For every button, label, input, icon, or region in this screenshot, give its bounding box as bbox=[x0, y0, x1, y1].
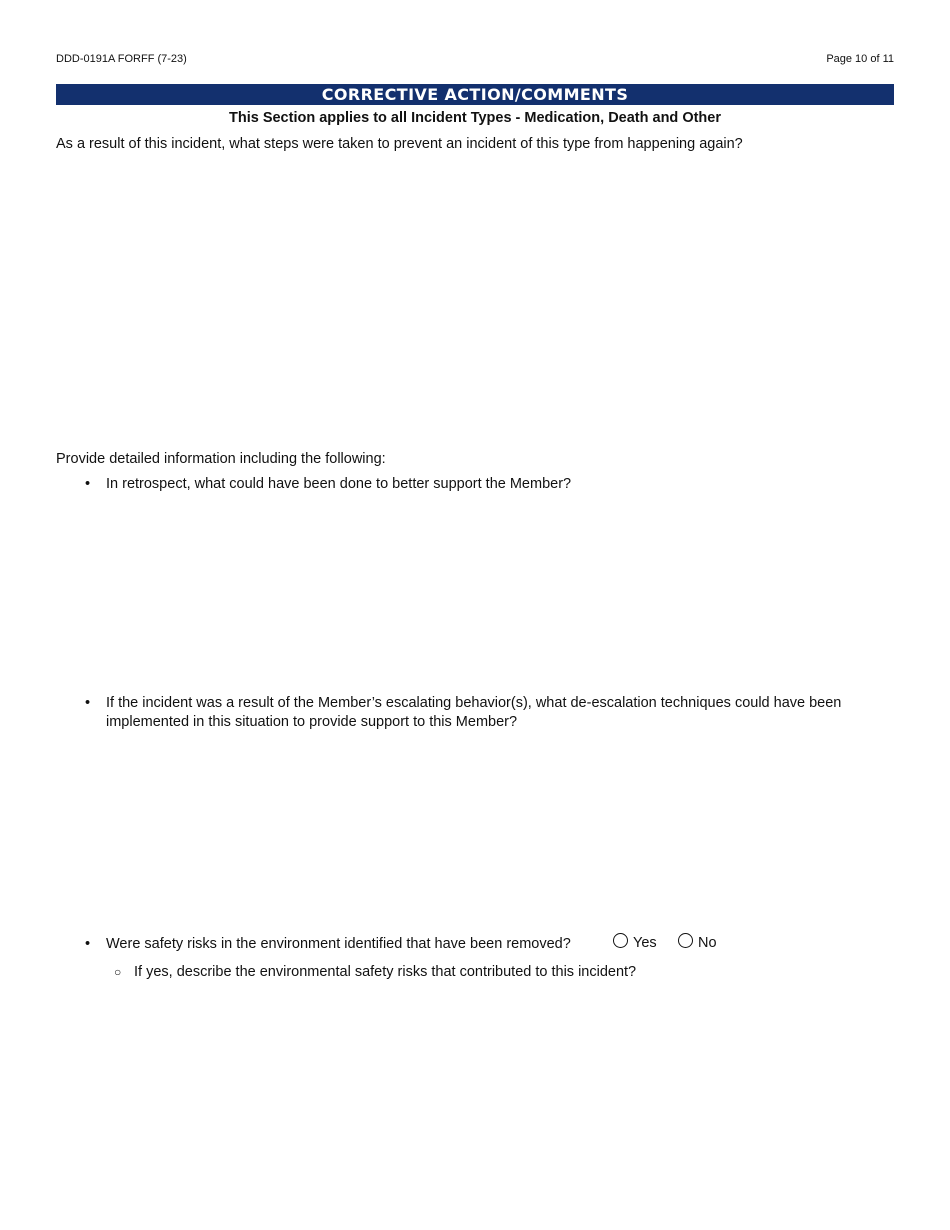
section-title-banner: CORRECTIVE ACTION/COMMENTS bbox=[56, 84, 894, 105]
provide-info-label: Provide detailed information including the following: bbox=[56, 451, 386, 467]
form-id: DDD-0191A FORFF (7-23) bbox=[56, 53, 187, 65]
bullet-icon: • bbox=[85, 695, 91, 711]
section-subtitle: This Section applies to all Incident Types - Medication, Death and Other bbox=[228, 110, 721, 126]
environmental-risks-question: If yes, describe the environmental safety risks that contributed to this incident? bbox=[134, 964, 637, 980]
steps-taken-question: As a result of this incident, what steps were taken to prevent an incident of this type from happening again? bbox=[56, 136, 743, 152]
yes-label: Yes bbox=[633, 935, 657, 951]
no-label: No bbox=[698, 935, 717, 951]
bullet-icon: • bbox=[85, 476, 91, 492]
safety-risks-question: Were safety risks in the environment identified that have been removed? bbox=[106, 936, 571, 952]
no-radio-button[interactable] bbox=[678, 933, 693, 948]
safety-no-option[interactable] bbox=[678, 933, 717, 953]
bullet-icon: • bbox=[85, 936, 91, 952]
de-escalation-question: If the incident was a result of the Member’s escalating behavior(s), what de-escalation techniques could have been implemented in this situation to provide support to this Member? bbox=[106, 695, 842, 730]
page-number: Page 10 of 11 bbox=[826, 53, 894, 65]
safety-yes-option[interactable] bbox=[613, 933, 657, 953]
retrospect-question: In retrospect, what could have been done to better support the Member? bbox=[106, 476, 572, 492]
sub-bullet-icon: ○ bbox=[114, 965, 122, 979]
yes-radio-button[interactable] bbox=[613, 933, 628, 948]
